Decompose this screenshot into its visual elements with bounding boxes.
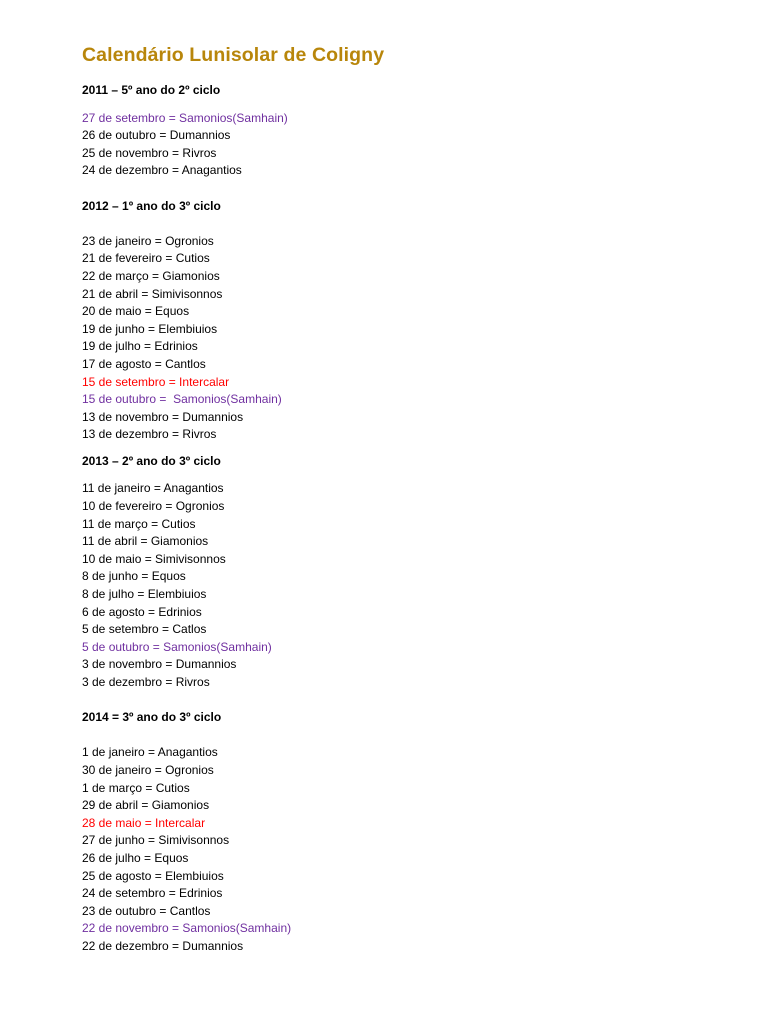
year-section-2014: [82, 709, 722, 955]
section-heading: 2013 – 2º ano do 3º ciclo: [82, 453, 221, 468]
calendar-entry: 26 de julho = Equos: [82, 850, 189, 865]
entry-list: [82, 233, 722, 444]
section-heading: 2011 – 5º ano do 2º ciclo: [82, 83, 221, 97]
calendar-entry: 1 de janeiro = Anagantios: [82, 745, 218, 760]
calendar-entry: 3 de novembro = Dumannios: [82, 657, 237, 672]
calendar-entry: 30 de janeiro = Ogronios: [82, 762, 214, 777]
calendar-entry: 8 de junho = Equos: [82, 569, 186, 584]
calendar-entry: 5 de setembro = Catlos: [82, 622, 207, 637]
calendar-entry: 24 de setembro = Edrinios: [82, 886, 223, 901]
calendar-entry: 19 de junho = Elembiuios: [82, 321, 218, 336]
calendar-entry: 29 de abril = Giamonios: [82, 798, 210, 813]
section-heading: 2014 = 3º ano do 3º ciclo: [82, 710, 222, 725]
calendar-entry: 25 de novembro = Rivros: [82, 145, 217, 160]
calendar-entry: 22 de dezembro = Dumannios: [82, 938, 244, 953]
entry-list: [82, 480, 722, 691]
calendar-entry: 13 de dezembro = Rivros: [82, 427, 217, 442]
calendar-entry: 11 de março = Cutios: [82, 516, 196, 531]
calendar-entry: 3 de dezembro = Rivros: [82, 675, 210, 689]
document-page: [82, 42, 722, 956]
calendar-entry: 21 de abril = Simivisonnos: [82, 286, 223, 301]
year-section-2013: [82, 453, 722, 692]
calendar-entry: 15 de outubro = Samonios(Samhain): [82, 392, 282, 407]
calendar-entry: 8 de julho = Elembiuios: [82, 587, 207, 602]
spacer: [82, 692, 722, 710]
calendar-entry: 10 de maio = Simivisonnos: [82, 551, 226, 566]
spacer: [82, 727, 722, 745]
calendar-entry: 5 de outubro = Samonios(Samhain): [82, 639, 272, 654]
calendar-entry: 11 de janeiro = Anagantios: [82, 481, 224, 496]
calendar-entry: 6 de agosto = Edrinios: [82, 604, 202, 619]
calendar-entry: 19 de julho = Edrinios: [82, 339, 198, 354]
spacer: [82, 215, 722, 233]
calendar-entry: 21 de fevereiro = Cutios: [82, 251, 210, 266]
document-title: Calendário Lunisolar de Coligny: [82, 44, 385, 66]
entry-list: [82, 744, 722, 955]
calendar-entry: 23 de outubro = Cantlos: [82, 903, 211, 918]
spacer: [82, 470, 722, 480]
calendar-entry: 13 de novembro = Dumannios: [82, 409, 244, 424]
calendar-entry: 22 de março = Giamonios: [82, 268, 220, 283]
calendar-entry: 25 de agosto = Elembiuios: [82, 868, 224, 883]
calendar-entry: 10 de fevereiro = Ogronios: [82, 499, 225, 514]
entry-list: [82, 110, 722, 180]
calendar-entry: 15 de setembro = Intercalar: [82, 374, 230, 389]
calendar-entry: 28 de maio = Intercalar: [82, 815, 206, 830]
calendar-entry: 22 de novembro = Samonios(Samhain): [82, 921, 292, 936]
calendar-entry: 27 de setembro = Samonios(Samhain): [82, 110, 288, 125]
calendar-entry: 24 de dezembro = Anagantios: [82, 163, 242, 178]
calendar-entry: 27 de junho = Simivisonnos: [82, 833, 230, 848]
year-section-2011: [82, 82, 722, 180]
spacer: [82, 180, 722, 198]
calendar-entry: 23 de janeiro = Ogronios: [82, 233, 214, 248]
year-section-2012: [82, 198, 722, 444]
calendar-entry: 20 de maio = Equos: [82, 304, 190, 319]
calendar-entry: 11 de abril = Giamonios: [82, 534, 209, 549]
calendar-entry: 17 de agosto = Cantlos: [82, 356, 206, 371]
spacer: [82, 100, 722, 110]
calendar-entry: 26 de outubro = Dumannios: [82, 128, 231, 143]
calendar-entry: 1 de março = Cutios: [82, 780, 190, 795]
spacer: [82, 444, 722, 453]
section-heading: 2012 – 1º ano do 3º ciclo: [82, 198, 221, 213]
